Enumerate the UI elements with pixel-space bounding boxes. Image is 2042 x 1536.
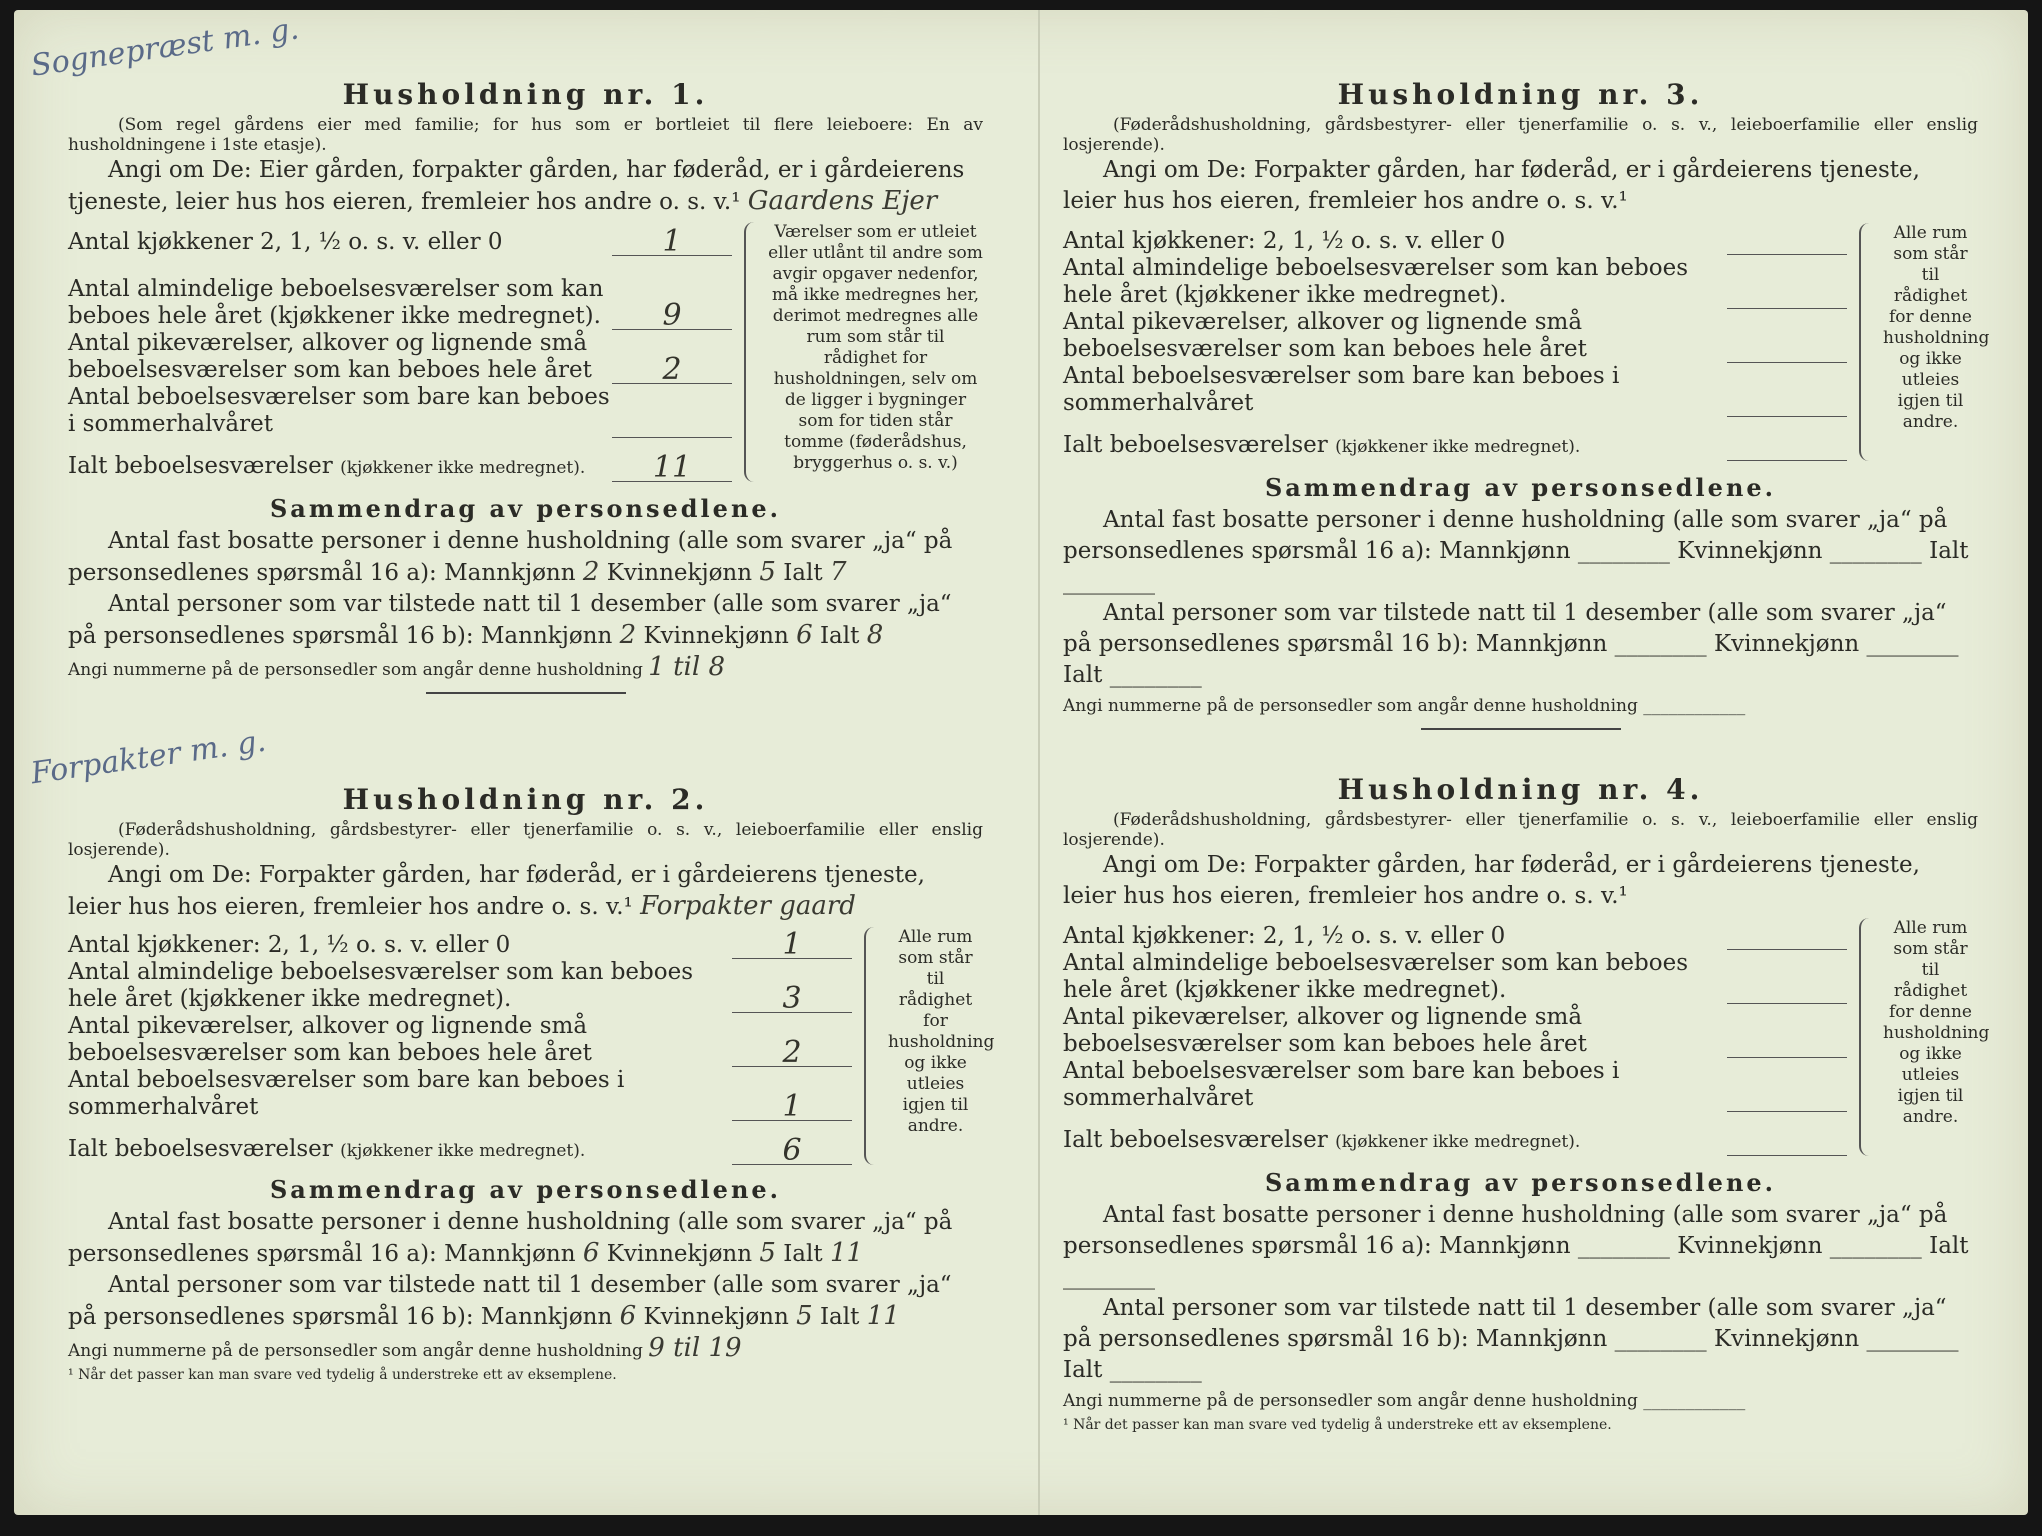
rooms-value[interactable]: 9 [612, 303, 732, 330]
side-note: Værelser som er utleiet eller utlånt til andre som avgir opgaver nedenfor, må ikke medregnes her, derimot medregnes alle rum som står til rådighet for husholdningen, selv om de ligger i bygninger som for tiden står tomme (føderådshus, bryggerhus o. s. v.) [768, 222, 983, 473]
brace [1859, 223, 1875, 461]
side-note: Alle rum som står til rådighet for denne husholdning og ikke utleies igjen til andre. [1883, 918, 1990, 1127]
summary-title: Sammendrag av personsedlene. [269, 1175, 782, 1204]
household-note: (Som regel gårdens eier med familie; for hus som er bortleiet til flere leieboere: En av husholdningene i 1ste etasje). [68, 115, 983, 155]
summer-rooms-value[interactable] [1727, 1111, 1847, 1112]
summer-rooms-row: Antal beboelsesværelser som bare kan beboes i sommerhalvåret 1 [68, 1067, 852, 1121]
household-2 [68, 780, 995, 1383]
total-rooms-row: Ialt beboelsesværelser (kjøkkener ikke medregnet). [1063, 417, 1847, 461]
resident-count: Antal fast bosatte personer i denne husholdning (alle som svarer „ja“ på personsedlenes spørsmål 16 a): Mannkjønn 2 Kvinnekjønn 5 Ialt 7 [68, 528, 953, 587]
small-rooms-row: Antal pikeværelser, alkover og lignende små beboelsesværelser som kan beboes hele året [1063, 309, 1847, 363]
summer-rooms-value[interactable]: 1 [732, 1094, 852, 1121]
divider [426, 692, 626, 694]
rooms-row: Antal almindelige beboelsesværelser som kan beboes hele året (kjøkkener ikke medregnet). 3 [68, 959, 852, 1013]
occupancy-question: Angi om De: Forpakter gården, har føderåd, er i gårdeierens tjeneste, leier hus hos eieren, fremleier hos andre o. s. v.¹ [1063, 157, 1920, 214]
footnote: ¹ Når det passer kan man svare ved tydelig å understreke ett av eksemplene. [68, 1367, 617, 1383]
small-rooms-value[interactable]: 2 [612, 357, 732, 384]
occupancy-answer: Gaardens Ejer [747, 186, 938, 216]
present-count: Antal personer som var tilstede natt til 1 desember (alle som svarer „ja“ på personsedlenes spørsmål 16 b): Mannkjønn ________ Kvinnekjønn ________ Ialt ________ [1063, 1295, 1959, 1383]
rooms-row: Antal almindelige beboelsesværelser som kan beboes hele året (kjøkkener ikke medregnet). 9 [68, 256, 732, 330]
sheet-numbers: Angi nummerne på de personsedler som angår denne husholdning ____________ [1063, 1391, 1746, 1411]
small-rooms-value[interactable]: 2 [732, 1040, 852, 1067]
rooms-value[interactable] [1727, 308, 1847, 309]
small-rooms-value[interactable] [1727, 362, 1847, 363]
sheet-numbers: Angi nummerne på de personsedler som angår denne husholdning ____________ [1063, 696, 1746, 716]
resident-count: Antal fast bosatte personer i denne husholdning (alle som svarer „ja“ på personsedlenes spørsmål 16 a): Mannkjønn ________ Kvinnekjønn ________ Ialt ________ [1063, 1202, 1969, 1290]
total-rooms-value[interactable]: 6 [732, 1138, 852, 1165]
margin-note-mid: Forpakter m. g. [28, 723, 269, 792]
rooms-value[interactable] [1727, 1003, 1847, 1004]
margin-note-top: Sognepræst m. g. [28, 11, 302, 84]
household-title: Husholdning nr. 3. [1337, 78, 1704, 111]
sheet-numbers: Angi nummerne på de personsedler som angår denne husholdning 9 til 19 [68, 1333, 742, 1363]
summary-title: Sammendrag av personsedlene. [269, 494, 782, 523]
kitchens-row: Antal kjøkkener: 2, 1, ½ o. s. v. eller 0 1 [68, 927, 852, 959]
total-rooms-row: Ialt beboelsesværelser (kjøkkener ikke medregnet). 11 [68, 438, 732, 482]
occupancy-question: Angi om De: Forpakter gården, har føderåd, er i gårdeierens tjeneste, leier hus hos eieren, fremleier hos andre o. s. v.¹ Forpakter gaard [68, 862, 925, 921]
household-title: Husholdning nr. 1. [342, 78, 709, 111]
household-note: (Føderådshusholdning, gårdsbestyrer- eller tjenerfamilie o. s. v., leieboerfamilie eller enslig losjerende). [1063, 115, 1978, 155]
present-count: Antal personer som var tilstede natt til 1 desember (alle som svarer „ja“ på personsedlenes spørsmål 16 b): Mannkjønn 2 Kvinnekjønn 6 Ialt 8 [68, 591, 952, 650]
side-note: Alle rum som står til rådighet for husholdning og ikke utleies igjen til andre. [888, 927, 995, 1136]
occupancy-answer: Forpakter gaard [640, 891, 856, 921]
household-note: (Føderådshusholdning, gårdsbestyrer- eller tjenerfamilie o. s. v., leieboerfamilie eller enslig losjerende). [1063, 810, 1978, 850]
present-count: Antal personer som var tilstede natt til 1 desember (alle som svarer „ja“ på personsedlenes spørsmål 16 b): Mannkjønn 6 Kvinnekjønn 5 Ialt 11 [68, 1272, 952, 1331]
divider [1421, 728, 1621, 730]
kitchens-value[interactable]: 1 [612, 229, 732, 256]
household-note: (Føderådshusholdning, gårdsbestyrer- eller tjenerfamilie o. s. v., leieboerfamilie eller enslig losjerende). [68, 820, 983, 860]
brace [864, 927, 880, 1165]
summary-title: Sammendrag av personsedlene. [1264, 1168, 1777, 1197]
kitchens-value[interactable] [1727, 949, 1847, 950]
household-title: Husholdning nr. 4. [1337, 773, 1704, 806]
household-4 [1063, 770, 1990, 1433]
total-rooms-row: Ialt beboelsesværelser (kjøkkener ikke medregnet). 6 [68, 1121, 852, 1165]
total-rooms-row: Ialt beboelsesværelser (kjøkkener ikke medregnet). [1063, 1112, 1847, 1156]
household-3 [1063, 75, 1990, 736]
brace [744, 222, 760, 482]
total-rooms-value[interactable] [1727, 1155, 1847, 1156]
occupancy-question: Angi om De: Forpakter gården, har føderåd, er i gårdeierens tjeneste, leier hus hos eieren, fremleier hos andre o. s. v.¹ [1063, 852, 1920, 909]
small-rooms-value[interactable] [1727, 1057, 1847, 1058]
total-rooms-value[interactable] [1727, 460, 1847, 461]
summer-rooms-value[interactable] [1727, 416, 1847, 417]
household-title: Husholdning nr. 2. [342, 783, 709, 816]
summer-rooms-row: Antal beboelsesværelser som bare kan beboes i sommerhalvåret [68, 384, 732, 438]
summer-rooms-row: Antal beboelsesværelser som bare kan beboes i sommerhalvåret [1063, 1058, 1847, 1112]
total-rooms-value[interactable]: 11 [612, 455, 732, 482]
summer-rooms-value[interactable] [612, 437, 732, 438]
footnote: ¹ Når det passer kan man svare ved tydelig å understreke ett av eksemplene. [1063, 1417, 1612, 1433]
summary-title: Sammendrag av personsedlene. [1264, 473, 1777, 502]
kitchens-row: Antal kjøkkener 2, 1, ½ o. s. v. eller 0 1 [68, 222, 732, 256]
kitchens-row: Antal kjøkkener: 2, 1, ½ o. s. v. eller 0 [1063, 918, 1847, 950]
summer-rooms-row: Antal beboelsesværelser som bare kan beboes i sommerhalvåret [1063, 363, 1847, 417]
present-count: Antal personer som var tilstede natt til 1 desember (alle som svarer „ja“ på personsedlenes spørsmål 16 b): Mannkjønn ________ Kvinnekjønn ________ Ialt ________ [1063, 600, 1959, 688]
rooms-value[interactable]: 3 [732, 986, 852, 1013]
kitchens-value[interactable]: 1 [732, 932, 852, 959]
small-rooms-row: Antal pikeværelser, alkover og lignende små beboelsesværelser som kan beboes hele året 2 [68, 330, 732, 384]
small-rooms-row: Antal pikeværelser, alkover og lignende små beboelsesværelser som kan beboes hele året 2 [68, 1013, 852, 1067]
resident-count: Antal fast bosatte personer i denne husholdning (alle som svarer „ja“ på personsedlenes spørsmål 16 a): Mannkjønn ________ Kvinnekjønn ________ Ialt ________ [1063, 507, 1969, 595]
resident-count: Antal fast bosatte personer i denne husholdning (alle som svarer „ja“ på personsedlenes spørsmål 16 a): Mannkjønn 6 Kvinnekjønn 5 Ialt 11 [68, 1209, 953, 1268]
brace [1859, 918, 1875, 1156]
occupancy-question: Angi om De: Eier gården, forpakter gården, har føderåd, er i gårdeierens tjeneste, leier hus hos eieren, fremleier hos andre o. s. v.¹ Gaardens Ejer [68, 157, 965, 216]
rooms-row: Antal almindelige beboelsesværelser som kan beboes hele året (kjøkkener ikke medregnet). [1063, 950, 1847, 1004]
kitchens-value[interactable] [1727, 254, 1847, 255]
page-fold [1038, 10, 1040, 1515]
household-1 [68, 75, 983, 700]
side-note: Alle rum som står til rådighet for denne husholdning og ikke utleies igjen til andre. [1883, 223, 1990, 432]
sheet-numbers: Angi nummerne på de personsedler som angår denne husholdning 1 til 8 [68, 652, 725, 682]
kitchens-row: Antal kjøkkener: 2, 1, ½ o. s. v. eller 0 [1063, 223, 1847, 255]
small-rooms-row: Antal pikeværelser, alkover og lignende små beboelsesværelser som kan beboes hele året [1063, 1004, 1847, 1058]
rooms-row: Antal almindelige beboelsesværelser som kan beboes hele året (kjøkkener ikke medregnet). [1063, 255, 1847, 309]
